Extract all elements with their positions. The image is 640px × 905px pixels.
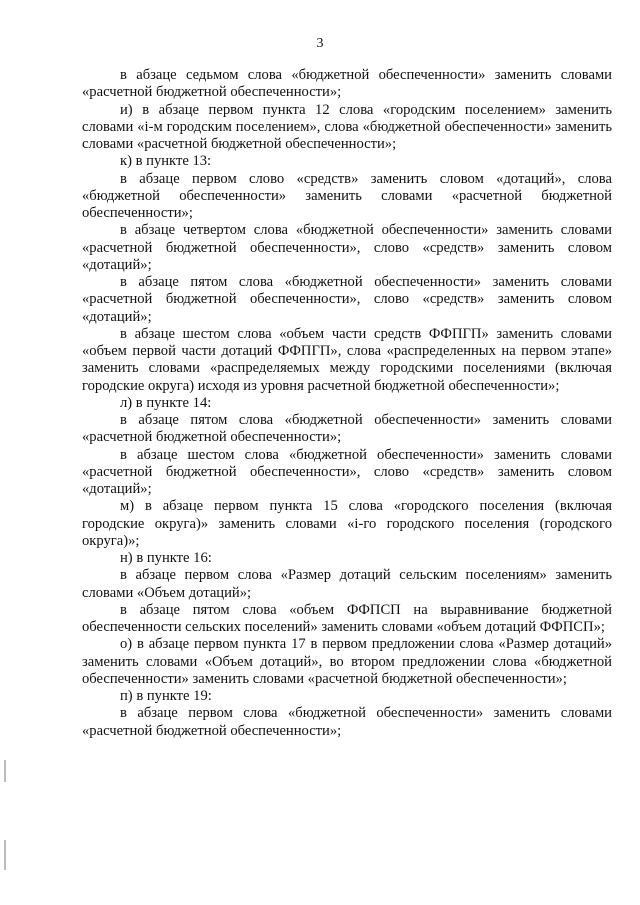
paragraph: о) в абзаце первом пункта 17 в первом предложении слова «Размер дотаций» заменить словами «Объем дотаций», во втором предложении слова «бюджетной обеспеченности» заменить словами «расчетной бюджетной обеспеченности»; <box>82 636 612 687</box>
paragraph: в абзаце седьмом слова «бюджетной обеспеченности» заменить словами «расчетной бюджетной обеспеченности»; <box>82 67 612 101</box>
paragraph: к) в пункте 13: <box>120 153 212 170</box>
document-body <box>82 67 612 740</box>
paragraph: в абзаце четвертом слова «бюджетной обеспеченности» заменить словами «расчетной бюджетной обеспеченности», слово «средств» заменить словом «дотаций»; <box>82 222 612 273</box>
paragraph: в абзаце шестом слова «объем части средств ФФПГП» заменить словами «объем первой части дотаций ФФПГП», слова «распределенных на первом этапе» заменить словами «распределяемых между городскими поселениями (включая городские округа) исходя из уровня расчетной бюджетной обеспеченности»; <box>82 325 612 394</box>
scan-margin-mark <box>4 840 6 870</box>
paragraph: м) в абзаце первом пункта 15 слова «городского поселения (включая городские округа)» заменить словами «i-го городского поселения (городского округа)»; <box>82 498 612 549</box>
page-number: 3 <box>316 36 324 51</box>
paragraph: л) в пункте 14: <box>120 394 212 411</box>
paragraph: в абзаце первом слова «бюджетной обеспеченности» заменить словами «расчетной бюджетной обеспеченности»; <box>82 705 612 739</box>
scan-margin-mark <box>4 760 6 782</box>
paragraph: в абзаце шестом слова «бюджетной обеспеченности» заменить словами «расчетной бюджетной обеспеченности», слово «средств» заменить словом «дотаций»; <box>82 446 612 497</box>
paragraph: в абзаце пятом слова «бюджетной обеспеченности» заменить словами «расчетной бюджетной обеспеченности»; <box>82 412 612 446</box>
paragraph: н) в пункте 16: <box>120 550 212 566</box>
paragraph: и) в абзаце первом пункта 12 слова «городским поселением» заменить словами «i-м городским поселением», слова «бюджетной обеспеченности» заменить словами «расчетной бюджетной обеспеченности»; <box>82 101 612 152</box>
paragraph: в абзаце первом слово «средств» заменить словом «дотаций», слова «бюджетной обеспеченности» заменить словами «расчетной бюджетной обеспеченности»; <box>82 170 612 221</box>
paragraph: в абзаце пятом слова «бюджетной обеспеченности» заменить словами «расчетной бюджетной обеспеченности», слово «средств» заменить словом «дотаций»; <box>82 274 612 325</box>
paragraph: в абзаце первом слова «Размер дотаций сельским поселениям» заменить словами «Объем дотаций»; <box>82 567 612 601</box>
paragraph: в абзаце пятом слова «объем ФФПСП на выравнивание бюджетной обеспеченности сельских поселений» заменить словами «объем дотаций ФФПСП»; <box>82 601 612 635</box>
paragraph: п) в пункте 19: <box>120 688 212 704</box>
